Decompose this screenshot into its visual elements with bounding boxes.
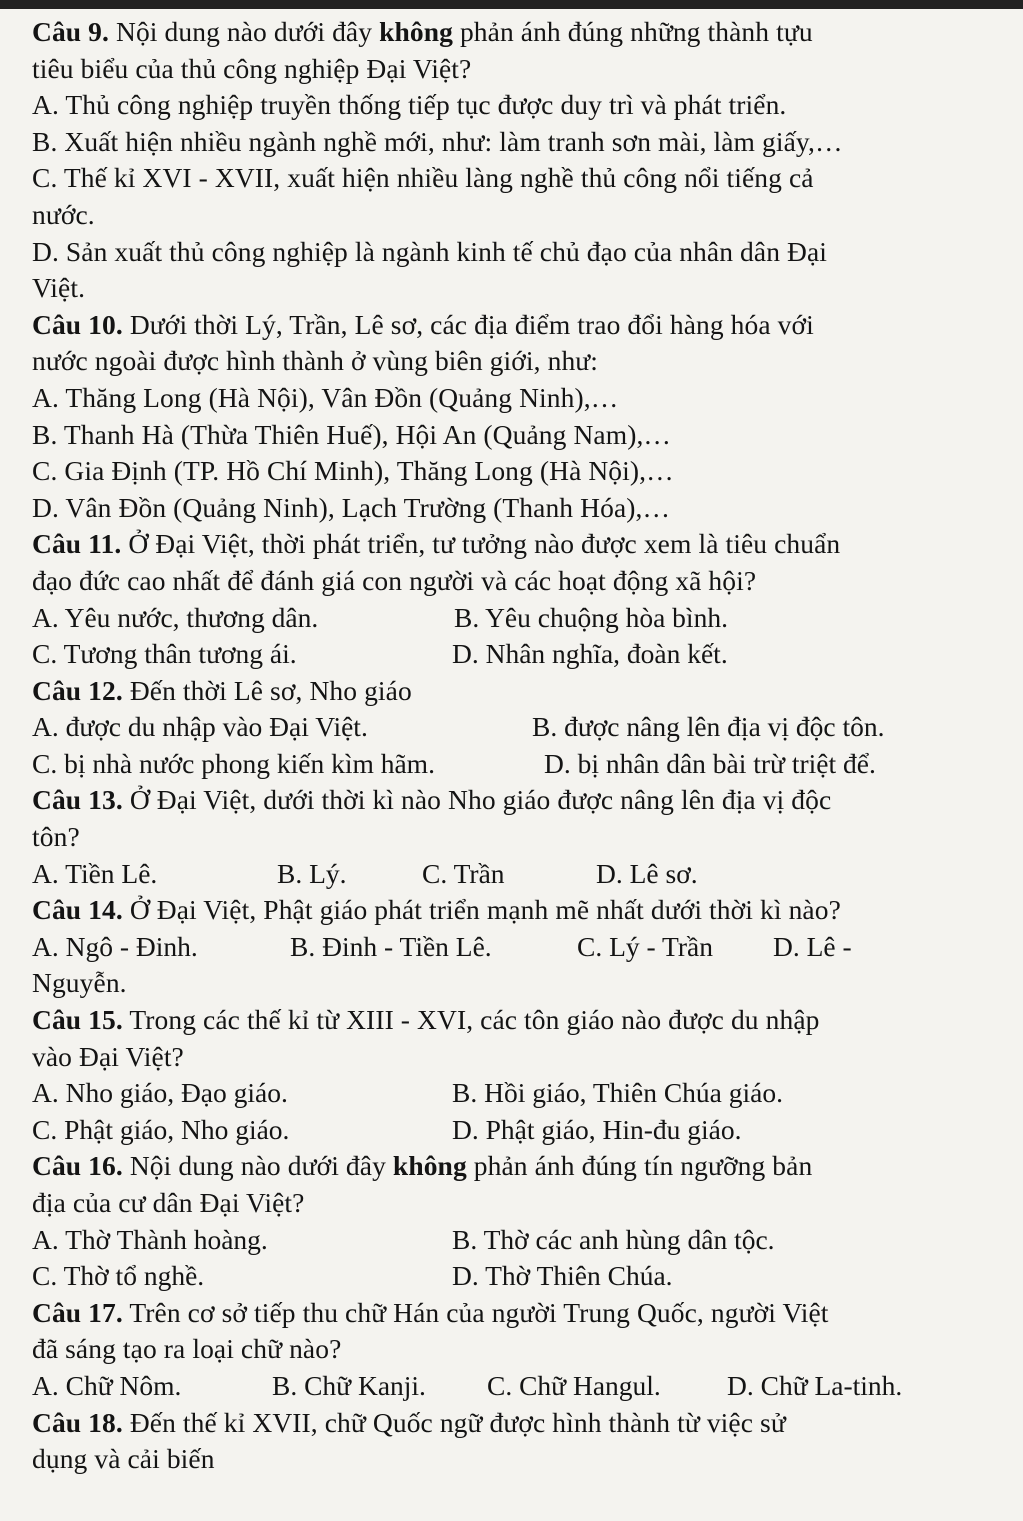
question-15-stem-line2: vào Đại Việt? — [32, 1040, 184, 1072]
question-12-options-row2 — [32, 746, 1012, 783]
question-14-option-d: D. Lê - — [773, 930, 852, 962]
question-16-stem: Câu 16. Nội dung nào dưới đây không phản ánh đúng tín ngưỡng bản — [32, 1150, 813, 1182]
question-9-option-b: B. Xuất hiện nhiều ngành nghề mới, như: làm tranh sơn mài, làm giấy,… — [32, 125, 843, 157]
question-16-option-b: B. Thờ các anh hùng dân tộc. — [452, 1223, 775, 1255]
question-11-stem: Câu 11. Ở Đại Việt, thời phát triển, tư tưởng nào được xem là tiêu chuẩn — [32, 528, 841, 560]
question-15-option-d: D. Phật giáo, Hin-đu giáo. — [452, 1113, 742, 1145]
question-12-option-b: B. được nâng lên địa vị độc tôn. — [532, 711, 885, 743]
question-11-option-c: C. Tương thân tương ái. — [32, 638, 297, 670]
emphasis-word: không — [392, 1150, 467, 1182]
question-15-option-b: B. Hồi giáo, Thiên Chúa giáo. — [452, 1077, 783, 1109]
question-10-option-b: B. Thanh Hà (Thừa Thiên Huế), Hội An (Quảng Nam),… — [32, 418, 672, 450]
question-13-stem: Câu 13. Ở Đại Việt, dưới thời kì nào Nho giáo được nâng lên địa vị độc — [32, 784, 832, 816]
question-label: Câu 14. — [32, 894, 123, 926]
question-13-option-a: A. Tiền Lê. — [32, 857, 158, 889]
question-17-stem: Câu 17. Trên cơ sở tiếp thu chữ Hán của người Trung Quốc, người Việt — [32, 1296, 829, 1328]
question-12-option-d: D. bị nhân dân bài trừ triệt để. — [544, 747, 876, 779]
question-11-option-a: A. Yêu nước, thương dân. — [32, 601, 319, 633]
question-label: Câu 12. — [32, 674, 123, 706]
question-9-option-a: A. Thủ công nghiệp truyền thống tiếp tục được duy trì và phát triển. — [32, 89, 787, 121]
question-10-option-d: D. Vân Đồn (Quảng Ninh), Lạch Trường (Thanh Hóa),… — [32, 491, 671, 523]
question-12-option-a: A. được du nhập vào Đại Việt. — [32, 711, 368, 743]
question-18-stem-line2: dụng và cải biến — [32, 1443, 215, 1475]
question-10-stem-line2: nước ngoài được hình thành ở vùng biên giới, như: — [32, 345, 599, 377]
quiz-page — [32, 14, 1012, 1478]
question-14-options — [32, 929, 1012, 966]
question-9-stem-line2: tiêu biểu của thủ công nghiệp Đại Việt? — [32, 52, 472, 84]
question-14-option-a: A. Ngô - Đinh. — [32, 930, 198, 962]
question-10-option-a: A. Thăng Long (Hà Nội), Vân Đồn (Quảng Ninh),… — [32, 381, 619, 413]
question-16-option-a: A. Thờ Thành hoàng. — [32, 1223, 268, 1255]
question-16-options-row2 — [32, 1258, 1012, 1295]
question-9-option-d-cont: Việt. — [32, 272, 86, 304]
question-15-stem: Câu 15. Trong các thế kỉ từ XIII - XVI, các tôn giáo nào được du nhập — [32, 1004, 820, 1036]
question-12-options-row1 — [32, 709, 1012, 746]
question-17-option-c: C. Chữ Hangul. — [487, 1369, 661, 1401]
question-9-option-d: D. Sản xuất thủ công nghiệp là ngành kinh tế chủ đạo của nhân dân Đại — [32, 235, 828, 267]
question-14-option-d-cont: Nguyễn. — [32, 967, 127, 999]
question-label: Câu 10. — [32, 308, 123, 340]
question-16-options-row1 — [32, 1222, 1012, 1259]
question-17-option-d: D. Chữ La-tinh. — [727, 1369, 903, 1401]
question-17-options — [32, 1368, 1012, 1405]
question-11-option-d: D. Nhân nghĩa, đoàn kết. — [452, 638, 728, 670]
question-14-option-b: B. Đinh - Tiền Lê. — [290, 930, 492, 962]
question-11-stem-line2: đạo đức cao nhất để đánh giá con người và các hoạt động xã hội? — [32, 564, 757, 596]
top-edge-bar — [0, 0, 1023, 9]
question-16-option-d: D. Thờ Thiên Chúa. — [452, 1260, 673, 1292]
question-12-option-c: C. bị nhà nước phong kiến kìm hãm. — [32, 747, 435, 779]
question-label: Câu 18. — [32, 1406, 123, 1438]
question-label: Câu 13. — [32, 784, 123, 816]
question-16-option-c: C. Thờ tổ nghề. — [32, 1260, 205, 1292]
question-12-stem: Câu 12. Đến thời Lê sơ, Nho giáo — [32, 674, 412, 706]
question-label: Câu 15. — [32, 1004, 123, 1036]
question-17-option-a: A. Chữ Nôm. — [32, 1369, 182, 1401]
question-11-options-row1 — [32, 600, 1012, 637]
question-label: Câu 9. — [32, 16, 110, 47]
question-11-option-b: B. Yêu chuộng hòa bình. — [454, 601, 728, 633]
question-18-stem: Câu 18. Đến thế kỉ XVII, chữ Quốc ngữ được hình thành từ việc sử — [32, 1406, 786, 1438]
question-label: Câu 16. — [32, 1150, 123, 1182]
question-14-option-c: C. Lý - Trần — [577, 930, 713, 962]
question-13-option-d: D. Lê sơ. — [596, 857, 698, 889]
emphasis-word: không — [379, 16, 453, 47]
question-10-stem: Câu 10. Dưới thời Lý, Trần, Lê sơ, các địa điểm trao đổi hàng hóa với — [32, 308, 814, 340]
question-13-options — [32, 856, 1012, 893]
question-17-option-b: B. Chữ Kanji. — [272, 1369, 426, 1401]
question-17-stem-line2: đã sáng tạo ra loại chữ nào? — [32, 1333, 342, 1365]
question-15-options-row1 — [32, 1075, 1012, 1112]
question-11-options-row2 — [32, 636, 1012, 673]
question-15-option-a: A. Nho giáo, Đạo giáo. — [32, 1077, 288, 1109]
question-9-option-c-cont: nước. — [32, 198, 95, 230]
question-16-stem-line2: địa của cư dân Đại Việt? — [32, 1187, 305, 1218]
question-14-stem: Câu 14. Ở Đại Việt, Phật giáo phát triển mạnh mẽ nhất dưới thời kì nào? — [32, 894, 841, 926]
question-15-options-row2 — [32, 1112, 1012, 1149]
question-13-option-b: B. Lý. — [277, 857, 347, 889]
question-13-option-c: C. Trần — [422, 857, 505, 889]
question-13-stem-line2: tôn? — [32, 821, 80, 853]
question-9-option-c: C. Thế kỉ XVI - XVII, xuất hiện nhiều làng nghề thủ công nổi tiếng cả — [32, 162, 814, 194]
question-10-option-c: C. Gia Định (TP. Hồ Chí Minh), Thăng Long (Hà Nội),… — [32, 455, 674, 487]
question-label: Câu 17. — [32, 1296, 123, 1328]
question-15-option-c: C. Phật giáo, Nho giáo. — [32, 1113, 290, 1145]
question-label: Câu 11. — [32, 528, 122, 560]
question-9-stem: Câu 9. Nội dung nào dưới đây không phản ánh đúng những thành tựu — [32, 16, 813, 47]
